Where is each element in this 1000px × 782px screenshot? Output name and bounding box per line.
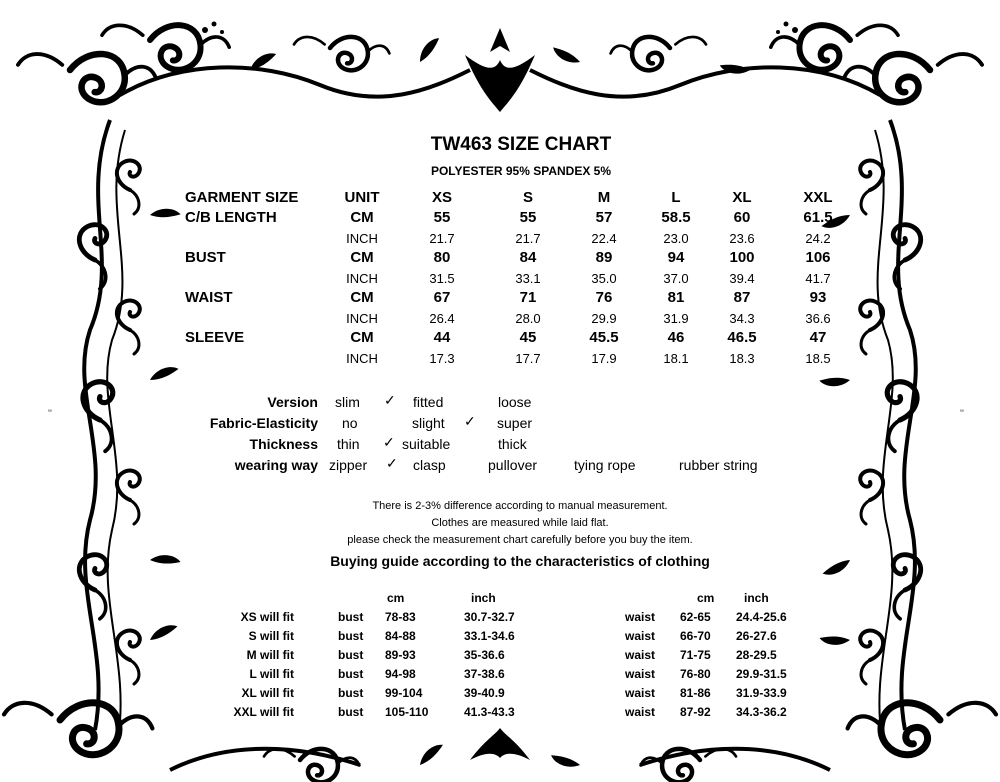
guide-waist-cm: 81-86: [680, 686, 711, 700]
check-icon: ✓: [386, 455, 398, 471]
guide-bust-cm: 99-104: [385, 686, 423, 700]
attr-option: suitable: [402, 436, 451, 452]
left-quote-mark: ": [48, 408, 52, 420]
cell-value: 26.4: [429, 311, 455, 326]
cell-value: 17.3: [429, 351, 455, 366]
guide-bust-inch: 37-38.6: [464, 667, 505, 681]
guide-bust-label: bust: [338, 629, 364, 643]
size-header-m: M: [597, 189, 611, 206]
unit-inch: INCH: [346, 351, 378, 366]
guide-waist-cm-header: cm: [697, 591, 715, 605]
guide-waist-inch: 34.3-36.2: [736, 705, 787, 719]
attr-option: tying rope: [574, 457, 636, 473]
cell-value: 17.7: [515, 351, 541, 366]
buying-guide-title: Buying guide according to the characteristics of clothing: [330, 553, 710, 569]
row-label-cb-length: C/B LENGTH: [185, 209, 277, 226]
cell-value: 41.7: [805, 271, 831, 286]
guide-bust-cm: 105-110: [385, 705, 429, 719]
guide-bust-cm: 78-83: [385, 610, 416, 624]
cell-value: 36.6: [805, 311, 831, 326]
cell-value: 18.3: [729, 351, 755, 366]
attr-option: no: [342, 415, 358, 431]
size-header-xxl: XXL: [803, 189, 833, 206]
unit-cm: CM: [350, 329, 374, 346]
cell-value: 60: [733, 209, 751, 226]
guide-bust-inch: 39-40.9: [464, 686, 505, 700]
cell-value: 55: [519, 209, 537, 226]
chart-title: TW463 SIZE CHART: [430, 134, 612, 155]
cell-value: 58.5: [661, 209, 691, 226]
guide-waist-cm: 62-65: [680, 610, 711, 624]
guide-waist-label: waist: [625, 629, 656, 643]
cell-value: 23.0: [663, 231, 689, 246]
attr-option: pullover: [488, 457, 538, 473]
guide-bust-label: bust: [338, 667, 364, 681]
cell-value: 31.5: [429, 271, 455, 286]
attr-option: loose: [498, 394, 532, 410]
guide-size-label: XS will fit: [240, 610, 294, 624]
guide-size-label: L will fit: [249, 667, 294, 681]
cell-value: 84: [519, 249, 537, 266]
cell-value: 76: [595, 289, 613, 306]
guide-bust-inch: 33.1-34.6: [464, 629, 515, 643]
cell-value: 47: [809, 329, 827, 346]
note-check-chart: please check the measurement chart carefully before you buy the item.: [347, 534, 693, 546]
check-icon: ✓: [464, 413, 476, 429]
row-label-bust: BUST: [185, 249, 226, 266]
garment-size-header: GARMENT SIZE: [185, 189, 299, 206]
guide-waist-inch: 31.9-33.9: [736, 686, 787, 700]
cell-value: 21.7: [429, 231, 455, 246]
row-label-sleeve: SLEEVE: [185, 329, 245, 346]
guide-waist-label: waist: [625, 610, 656, 624]
cell-value: 89: [595, 249, 613, 266]
cell-value: 57: [595, 209, 613, 226]
right-quote-mark: ": [960, 408, 964, 420]
cell-value: 21.7: [515, 231, 541, 246]
cell-value: 35.0: [591, 271, 617, 286]
cell-value: 67: [433, 289, 451, 306]
cell-value: 71: [519, 289, 537, 306]
guide-waist-cm: 76-80: [680, 667, 711, 681]
guide-bust-inch: 30.7-32.7: [464, 610, 515, 624]
unit-inch: INCH: [346, 311, 378, 326]
cell-value: 106: [805, 249, 831, 266]
guide-bust-label: bust: [338, 610, 364, 624]
cell-value: 23.6: [729, 231, 755, 246]
attr-option: slim: [335, 394, 360, 410]
unit-inch: INCH: [346, 231, 378, 246]
unit-cm: CM: [350, 249, 374, 266]
size-header-xl: XL: [732, 189, 752, 206]
cell-value: 80: [433, 249, 451, 266]
guide-waist-cm: 66-70: [680, 629, 711, 643]
cell-value: 87: [733, 289, 751, 306]
attr-option: slight: [412, 415, 445, 431]
guide-size-label: XL will fit: [241, 686, 294, 700]
guide-size-label: S will fit: [248, 629, 294, 643]
guide-waist-label: waist: [625, 686, 656, 700]
unit-cm: CM: [350, 289, 374, 306]
unit-header: UNIT: [344, 189, 380, 206]
cell-value: 45.5: [589, 329, 619, 346]
guide-waist-inch: 26-27.6: [736, 629, 777, 643]
cell-value: 94: [667, 249, 685, 266]
guide-waist-inch: 24.4-25.6: [736, 610, 787, 624]
attr-option: clasp: [413, 457, 446, 473]
cell-value: 46.5: [727, 329, 757, 346]
attr-option: super: [497, 415, 533, 431]
attr-label-fabric-elasticity: Fabric-Elasticity: [209, 415, 318, 431]
cell-value: 39.4: [729, 271, 755, 286]
cell-value: 31.9: [663, 311, 689, 326]
material-composition: POLYESTER 95% SPANDEX 5%: [430, 164, 612, 178]
attr-option: thick: [498, 436, 527, 452]
unit-cm: CM: [350, 209, 374, 226]
guide-bust-inch: 41.3-43.3: [464, 705, 515, 719]
attr-option: fitted: [413, 394, 444, 410]
guide-waist-label: waist: [625, 648, 656, 662]
cell-value: 17.9: [591, 351, 617, 366]
guide-bust-inch: 35-36.6: [464, 648, 505, 662]
cell-value: 22.4: [591, 231, 617, 246]
guide-bust-cm: 84-88: [385, 629, 416, 643]
cell-value: 44: [433, 329, 451, 346]
guide-waist-cm: 71-75: [680, 648, 711, 662]
row-label-waist: WAIST: [185, 289, 233, 306]
cell-value: 100: [729, 249, 755, 266]
note-measurement-difference: There is 2-3% difference according to manual measurement.: [372, 500, 668, 512]
attr-option: rubber string: [679, 457, 758, 473]
guide-waist-inch-header: inch: [744, 591, 769, 605]
cell-value: 33.1: [515, 271, 541, 286]
cell-value: 81: [667, 289, 685, 306]
cell-value: 18.5: [805, 351, 831, 366]
guide-waist-inch: 28-29.5: [736, 648, 777, 662]
guide-bust-label: bust: [338, 648, 364, 662]
check-icon: ✓: [384, 392, 396, 408]
attr-option: thin: [337, 436, 360, 452]
cell-value: 93: [809, 289, 827, 306]
attr-option: zipper: [329, 457, 368, 473]
guide-size-label: XXL will fit: [233, 705, 294, 719]
cell-value: 45: [519, 329, 537, 346]
check-icon: ✓: [383, 434, 395, 450]
cell-value: 46: [667, 329, 685, 346]
note-laid-flat: Clothes are measured while laid flat.: [431, 517, 609, 529]
attr-label-version: Version: [267, 394, 318, 410]
guide-bust-cm: 94-98: [385, 667, 416, 681]
attr-label-wearing-way: wearing way: [234, 457, 318, 473]
cell-value: 18.1: [663, 351, 689, 366]
guide-size-label: M will fit: [246, 648, 294, 662]
cell-value: 24.2: [805, 231, 831, 246]
guide-waist-inch: 29.9-31.5: [736, 667, 787, 681]
cell-value: 61.5: [803, 209, 833, 226]
size-header-l: L: [671, 189, 681, 206]
guide-waist-label: waist: [625, 705, 656, 719]
guide-bust-cm: 89-93: [385, 648, 416, 662]
guide-bust-inch-header: inch: [471, 591, 496, 605]
guide-bust-label: bust: [338, 705, 364, 719]
cell-value: 37.0: [663, 271, 689, 286]
size-header-s: S: [522, 189, 534, 206]
cell-value: 34.3: [729, 311, 755, 326]
guide-bust-label: bust: [338, 686, 364, 700]
guide-bust-cm-header: cm: [387, 591, 405, 605]
guide-waist-cm: 87-92: [680, 705, 711, 719]
unit-inch: INCH: [346, 271, 378, 286]
guide-waist-label: waist: [625, 667, 656, 681]
cell-value: 29.9: [591, 311, 617, 326]
attr-label-thickness: Thickness: [249, 436, 318, 452]
cell-value: 55: [433, 209, 451, 226]
size-header-xs: XS: [431, 189, 453, 206]
cell-value: 28.0: [515, 311, 541, 326]
